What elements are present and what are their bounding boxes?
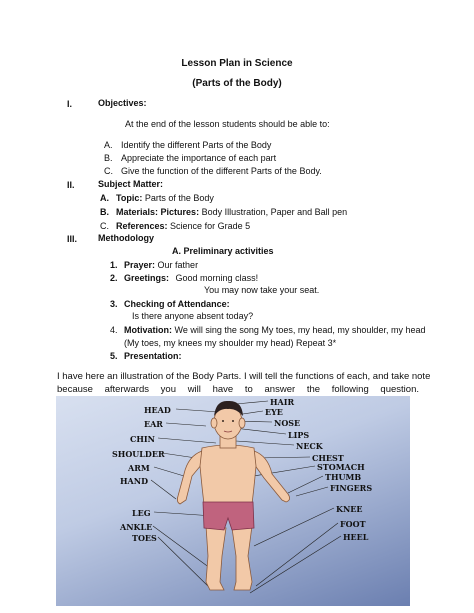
section-heading: Methodology [98, 233, 154, 243]
step-text-line2: You may now take your seat. [204, 285, 320, 295]
label-heel: HEEL [343, 532, 369, 542]
label-head: HEAD [144, 405, 171, 415]
label-neck: NECK [296, 441, 323, 451]
section-heading: Subject Matter: [98, 179, 164, 189]
label-knee: KNEE [336, 504, 363, 514]
list-letter: B. [100, 207, 109, 217]
step-text-line2: (My toes, my knees my shoulder my head) Repeat 3* [124, 338, 337, 348]
label-eye: EYE [265, 407, 283, 417]
page-title: Lesson Plan in Science [181, 58, 293, 69]
step-text: Good morning class! [175, 273, 259, 283]
item-sublabel: Pictures: [160, 207, 200, 217]
section-numeral: I. [67, 99, 73, 109]
label-foot: FOOT [340, 519, 366, 529]
list-letter: B. [104, 153, 113, 163]
item-label: References: [116, 221, 168, 231]
list-item: Give the function of the different Parts of the Body. [121, 166, 322, 176]
label-leg: LEG [132, 508, 151, 518]
step-label: Greetings: [124, 273, 170, 283]
step-number: 1. [110, 260, 118, 270]
page-subtitle: (Parts of the Body) [192, 78, 282, 89]
step-label: Checking of Attendance: [124, 299, 230, 309]
step-number: 4. [110, 325, 118, 335]
list-letter: A. [104, 140, 113, 150]
step-text-line2: Is there anyone absent today? [132, 311, 254, 321]
label-hand: HAND [120, 476, 149, 486]
list-item [116, 193, 214, 204]
shorts-shape [203, 502, 254, 530]
label-fingers: FINGERS [330, 483, 373, 493]
list-item [116, 207, 347, 218]
body-parts-illustration [56, 396, 410, 606]
step-label: Presentation: [124, 351, 182, 361]
step-label: Prayer: [124, 260, 156, 270]
step-number: 2. [110, 273, 118, 283]
list-letter: C. [104, 166, 113, 176]
list-letter: C. [100, 221, 109, 231]
label-toes: TOES [132, 533, 157, 543]
step-line [124, 325, 425, 336]
list-item: Appreciate the importance of each part [121, 153, 277, 163]
label-chest: CHEST [312, 453, 344, 463]
step-number: 3. [110, 299, 118, 309]
list-letter: A. [100, 193, 109, 203]
step-number: 5. [110, 351, 118, 361]
step-text: We will sing the song My toes, my head, my shoulder, my head [174, 325, 426, 335]
item-text: Parts of the Body [144, 193, 214, 203]
step-line [124, 273, 258, 284]
section-numeral: II. [67, 180, 75, 190]
item-label: Topic: [116, 193, 143, 203]
sub-heading: A. Preliminary activities [172, 246, 274, 256]
paragraph-line: I have here an illustration of the Body Parts. I will tell the functions of each, and take note [57, 371, 431, 382]
label-shoulder: SHOULDER [112, 449, 165, 459]
item-text: Body Illustration, Paper and Ball pen [201, 207, 348, 217]
label-ear: EAR [144, 419, 163, 429]
step-text: Our father [157, 260, 199, 270]
list-item [116, 221, 250, 232]
step-line [124, 260, 198, 271]
label-thumb: THUMB [325, 472, 362, 482]
item-label: Materials: [116, 207, 159, 217]
label-lips: LIPS [288, 430, 310, 440]
section-numeral: III. [67, 234, 78, 244]
paragraph-line: because afterwards you will have to answer the following question. [57, 384, 419, 395]
label-arm: ARM [128, 463, 150, 473]
label-chin: CHIN [130, 434, 155, 444]
step-label: Motivation: [124, 325, 172, 335]
item-text: Science for Grade 5 [170, 221, 251, 231]
objectives-intro: At the end of the lesson students should be able to: [125, 119, 330, 129]
section-heading: Objectives: [98, 98, 147, 108]
label-hair: HAIR [270, 397, 295, 407]
body-figure [56, 396, 410, 606]
label-stomach: STOMACH [317, 462, 365, 472]
list-item: Identify the different Parts of the Body [121, 140, 272, 150]
label-ankle: ANKLE [120, 522, 153, 532]
label-nose: NOSE [274, 418, 301, 428]
